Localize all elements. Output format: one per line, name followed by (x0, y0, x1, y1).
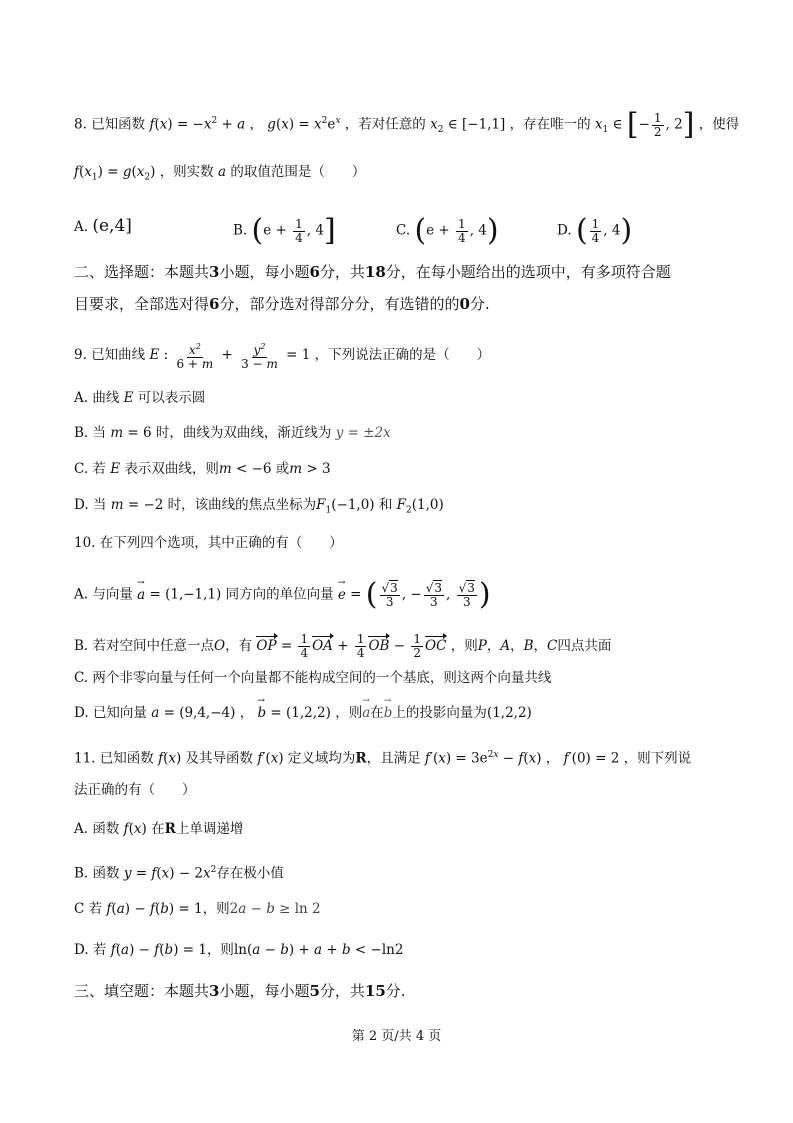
formula-f: f (149, 116, 155, 133)
question-8-line-1: 8. 已知函数 $f(x) = -x^2 + a$ ， $g(x) = x^2e^x$ ，若对任意的 $x_2$ ∈ [−1,1] ，存在唯一的 $x_1$ ∈ [− $\frac{1}{2}$ , 2] ，使得 (74, 107, 740, 142)
q11-option-c[interactable]: C 若 f(a) − f(b) = 1，则2a − b ≥ ln 2 (74, 901, 321, 917)
q9-option-c[interactable]: C. 若 E 表示双曲线，则m < −6 或m > 3 (74, 461, 331, 477)
section-3-heading: 三、填空题：本题共3小题，每小题5分，共15分. (74, 982, 406, 1000)
question-10-stem: 10. 在下列四个选项，其中正确的有（ ） (74, 535, 343, 551)
q9-option-d[interactable]: D. 当 m = −2 时，该曲线的焦点坐标为$F_1(-1,0)$ 和 $F_2(1,0)$ (74, 497, 444, 516)
question-8-line-2: $f(x_1) = g(x_2)$ ，则实数 a 的取值范围是（ ） (74, 164, 366, 183)
section-2-heading-line-1: 二、选择题：本题共3小题，每小题6分，共18分，在每小题给出的选项中，有多项符合题 (74, 263, 671, 281)
question-11-stem-line-1: 11. 已知函数 f(x) 及其导函数 f′(x) 定义域均为R，且满足 $f'(x) = 3e^{2x} - f(x)$ ， f′(0) = 2 ，则下列说 (74, 750, 692, 767)
q8-option-a[interactable]: A. (e,4] (74, 216, 132, 236)
q11-option-a[interactable]: A. 函数 f(x) 在R上单调递增 (74, 821, 244, 837)
q9-option-b[interactable]: B. 当 m = 6 时，曲线为双曲线，渐近线为 y = ±2x (74, 425, 391, 441)
q8-option-d[interactable]: D. ( $\frac{1}{4}$ , 4) (557, 213, 633, 248)
section-2-heading-line-2: 目要求，全部选对得6分，部分选对得部分分，有选错的的0分. (74, 295, 490, 313)
formula-g: g (267, 116, 276, 133)
q10-option-d[interactable]: D. 已知向量 a = (9,4,−4) ， → b = (1,2,2) ，则→ a在→ b上的投影向量为(1,2,2) (74, 703, 532, 723)
q8-option-b[interactable]: B. (e + $\frac{1}{4}$ , 4] (233, 213, 336, 248)
q10-option-c[interactable]: C. 两个非零向量与任何一个向量都不能构成空间的一个基底，则这两个向量共线 (74, 670, 552, 686)
q11-option-d[interactable]: D. 若 f(a) − f(b) = 1，则ln(a − b) + a + b < −ln2 (74, 942, 404, 958)
q9-option-a[interactable]: A. 曲线 E 可以表示圆 (74, 390, 206, 406)
q11-option-b[interactable]: B. 函数 $y = f(x) - 2x^2$存在极小值 (74, 865, 284, 882)
q10-option-b[interactable]: B. 若对空间中任意一点O，有 OP = $\frac{1}{4}$ OA + $\frac{1}{4}$ OB − $\frac{1}{2}$ OC ，则P，A，B，C四点共面 (74, 632, 612, 660)
question-11-stem-line-2: 法正确的有（ ） (74, 782, 196, 798)
page-footer: 第 2 页/共 4 页 (351, 1029, 442, 1044)
q10-option-a[interactable]: A. 与向量 → a = (1,−1,1) 同方向的单位向量 → e = ( $\frac{√3}{3}$ , − $\frac{√3}{3}$ , $\frac{√3}{3}$ ) (74, 580, 491, 610)
question-9-stem: 9. 已知曲线 E : $\frac{x^2}{6 + m}$ + $\frac{y^2}{3 - m}$ = 1 ，下列说法正确的是（ ） (74, 342, 491, 371)
q8-option-c[interactable]: C. (e + $\frac{1}{4}$ , 4) (396, 213, 499, 248)
